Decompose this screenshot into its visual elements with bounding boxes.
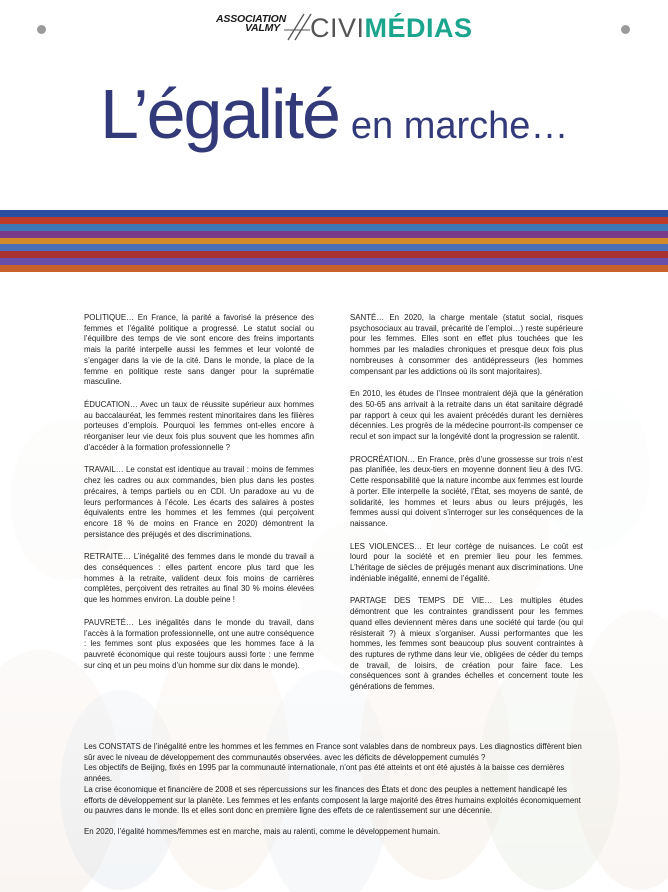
association-valmy-label (212, 15, 286, 33)
paragraph-lead: LES VIOLENCES… (350, 541, 423, 551)
right-column-paragraph (350, 596, 583, 692)
slash-mark-icon (282, 12, 312, 42)
stripe-4 (0, 238, 668, 245)
civimedias-wordmark (310, 14, 473, 42)
paragraph-text: L’inégalité des femmes dans le monde du travail a des conséquences : elles partent encore plus tard que les hommes à la retraite, valident deux fois moins de carrières complètes, perçoivent des retraites au final 30 % moins élevées que les hommes environ. La double peine ! (84, 552, 314, 605)
title-sub: en marche… (350, 105, 569, 147)
paragraph-text: En France, près d’une grossesse sur trois n’est pas planifiée, les deux-tiers en moyenne donnent lieu à des IVG. Cette responsabilité que la nature incombe aux femmes est lourde à porter. Elle interpelle la société, l’État, ses moyens de santé, de solidarité, les hommes et leurs abus ou leurs préjugés, les femmes aussi qui doivent s’interroger sur les conséquences de la naissance. (350, 454, 583, 528)
paragraph-text: Avec un taux de réussite supérieur aux hommes au baccalauréat, les femmes restent minoritaires dans les filières porteuses d’emplois. Pourquoi les femmes ont-elles encore à réorganiser leur vie deux fois plus souvent que les hommes afin d’accéder à la formation professionnelle ? (84, 399, 314, 452)
pin-left-icon (37, 25, 46, 34)
stripe-3 (0, 231, 668, 238)
right-column (350, 313, 583, 705)
stripe-7 (0, 258, 668, 265)
paragraph-lead: PARTAGE DES TEMPS DE VIE… (350, 596, 493, 606)
paragraph-text: Les multiples études démontrent que les contraintes grandissent pour les femmes quand elles deviennent mères dans une société qui tarde (ou qui résisterait ?) à mieux s’organiser. Aussi performantes que les hommes, les femmes sont beaucoup plus souvent contraintes à des ruptures de rythme dans leur vie, obligées de céder du temps de travail, de loisirs, de création pour faire face. Les conséquences sont à grandes échelles et concernent toute les générations de femmes. (350, 596, 584, 692)
color-stripes (0, 210, 668, 272)
left-column-paragraph (84, 313, 314, 388)
stripe-1 (0, 217, 668, 224)
stripe-0 (0, 210, 668, 217)
left-column (84, 313, 314, 683)
paragraph-lead: ÉDUCATION… (84, 399, 138, 409)
paragraph-lead: POLITIQUE… (84, 313, 134, 322)
right-column-paragraph (350, 542, 583, 585)
bottom-paragraph-1: Les CONSTATS de l’inégalité entre les hommes et les femmes en France sont valables dans de nombreux pays. Les diagnostics diffèrent bien sûr avec le niveau de développement des communautés observées. avec les déficits de développement cumulés ? (84, 742, 582, 762)
title-main: L’égalité (100, 75, 339, 153)
stripe-5 (0, 244, 668, 251)
right-column-paragraph (350, 389, 583, 443)
assoc-line-1: ASSOCIATION (216, 13, 286, 25)
right-column-paragraph (350, 313, 583, 377)
paragraph-lead: PROCRÉATION… (350, 454, 416, 464)
left-column-paragraph (84, 552, 314, 606)
bottom-paragraph-2: Les objectifs de Beijing, fixés en 1995 par la communauté internationale, n’ont pas été atteints et ont été ajustés à la baisse ces dernières années. (84, 763, 565, 784)
assoc-line-2: VALMY (245, 22, 280, 34)
bottom-text (84, 742, 584, 838)
paragraph-text: En 2020, la charge mentale (statut social, risques psychosociaux au travail, précarité de l’emploi…) reste supérieure pour les femmes. Elles sont en effet plus touchées que les hommes par les maladies chroniques et presque deux fois plus nombreuses à consommer des antidépresseurs (les hommes compensant par les addictions où ils sont majoritaires). (350, 313, 583, 376)
left-column-paragraph (84, 618, 314, 672)
paragraph-lead: SANTÉ… (350, 313, 385, 322)
paragraph-lead: TRAVAIL… (84, 465, 124, 475)
paragraph-text: En 2010, les études de l’Insee montraient déjà que la génération des 50-65 ans arrivait à la retraite dans un état sanitaire dégradé par rapport à ceux qui les avaient précédés durant les dernières décennies. Les progrès de la médecine pourront-ils compenser ce recul et son impact sur la longévité dont la progression se ralentit. (350, 389, 583, 442)
bottom-paragraph-3: La crise économique et financière de 2008 et ses répercussions sur les finances des États et donc des peuples a nettement handicapé les efforts de développement sur la planète. Les femmes et les enfants composent la large majorité des êtres humains exploités économiquement ou pauvres dans le monde. Ils et elles sont donc en première ligne des effets de ce ralentissement sur une décennie. (84, 784, 581, 816)
brand-part-2: MÉDIAS (364, 13, 473, 43)
brand-part-1: CIVI (310, 13, 365, 43)
stripe-8 (0, 265, 668, 272)
stripe-6 (0, 251, 668, 258)
paragraph-text: En France, la parité a favorisé la présence des femmes et l’égalité politique a progressé. Le statut social ou l’équilibre des temps de vie sont encore des freins importants mais la parité interpelle aussi les femmes et leur volonté de s’engager dans la vie de la cité. Dans le monde, la place de la femme en politique reste sans danger pour la suprématie masculine. (84, 313, 314, 387)
paragraph-text: Les inégalités dans le monde du travail, dans l’accès à la formation professionnelle, ont une autre conséquence : les femmes sont plus exposées que les hommes face à la pauvreté économique qui reste toujours aussi forte : une femme sur cinq et un peu moins d’un homme sur dix dans le monde). (84, 617, 314, 670)
page-title (100, 74, 568, 154)
left-column-paragraph (84, 400, 314, 454)
paragraph-text: Et leur cortège de nuisances. Le coût est lourd pour la société et en premier lieu pour les femmes. L’héritage de siècles de préjugés menant aux discriminations. Une indéniable inégalité, ennemi de l’égalité. (350, 541, 583, 583)
paragraph-lead: PAUVRETÉ… (84, 617, 134, 627)
paragraph-text: Le constat est identique au travail : moins de femmes chez les cadres ou aux commandes, bien plus dans les postes précaires, à temps partiels ou en CDI. Un paradoxe au vu de leurs performances à l’école. Les écarts des salaires à postes équivalents entre les hommes et les femmes (qui perçoivent encore 18 % de moins en France en 2020) démontrent la persistance des préjugés et des discriminations. (84, 465, 314, 539)
stripe-2 (0, 224, 668, 231)
header-logo (212, 12, 482, 46)
pin-right-icon (621, 25, 630, 34)
paragraph-lead: RETRAITE… (84, 552, 131, 562)
bottom-paragraph-4: En 2020, l’égalité hommes/femmes est en marche, mais au ralenti, comme le développement humain. (84, 826, 441, 836)
left-column-paragraph (84, 465, 314, 540)
right-column-paragraph (350, 455, 583, 530)
